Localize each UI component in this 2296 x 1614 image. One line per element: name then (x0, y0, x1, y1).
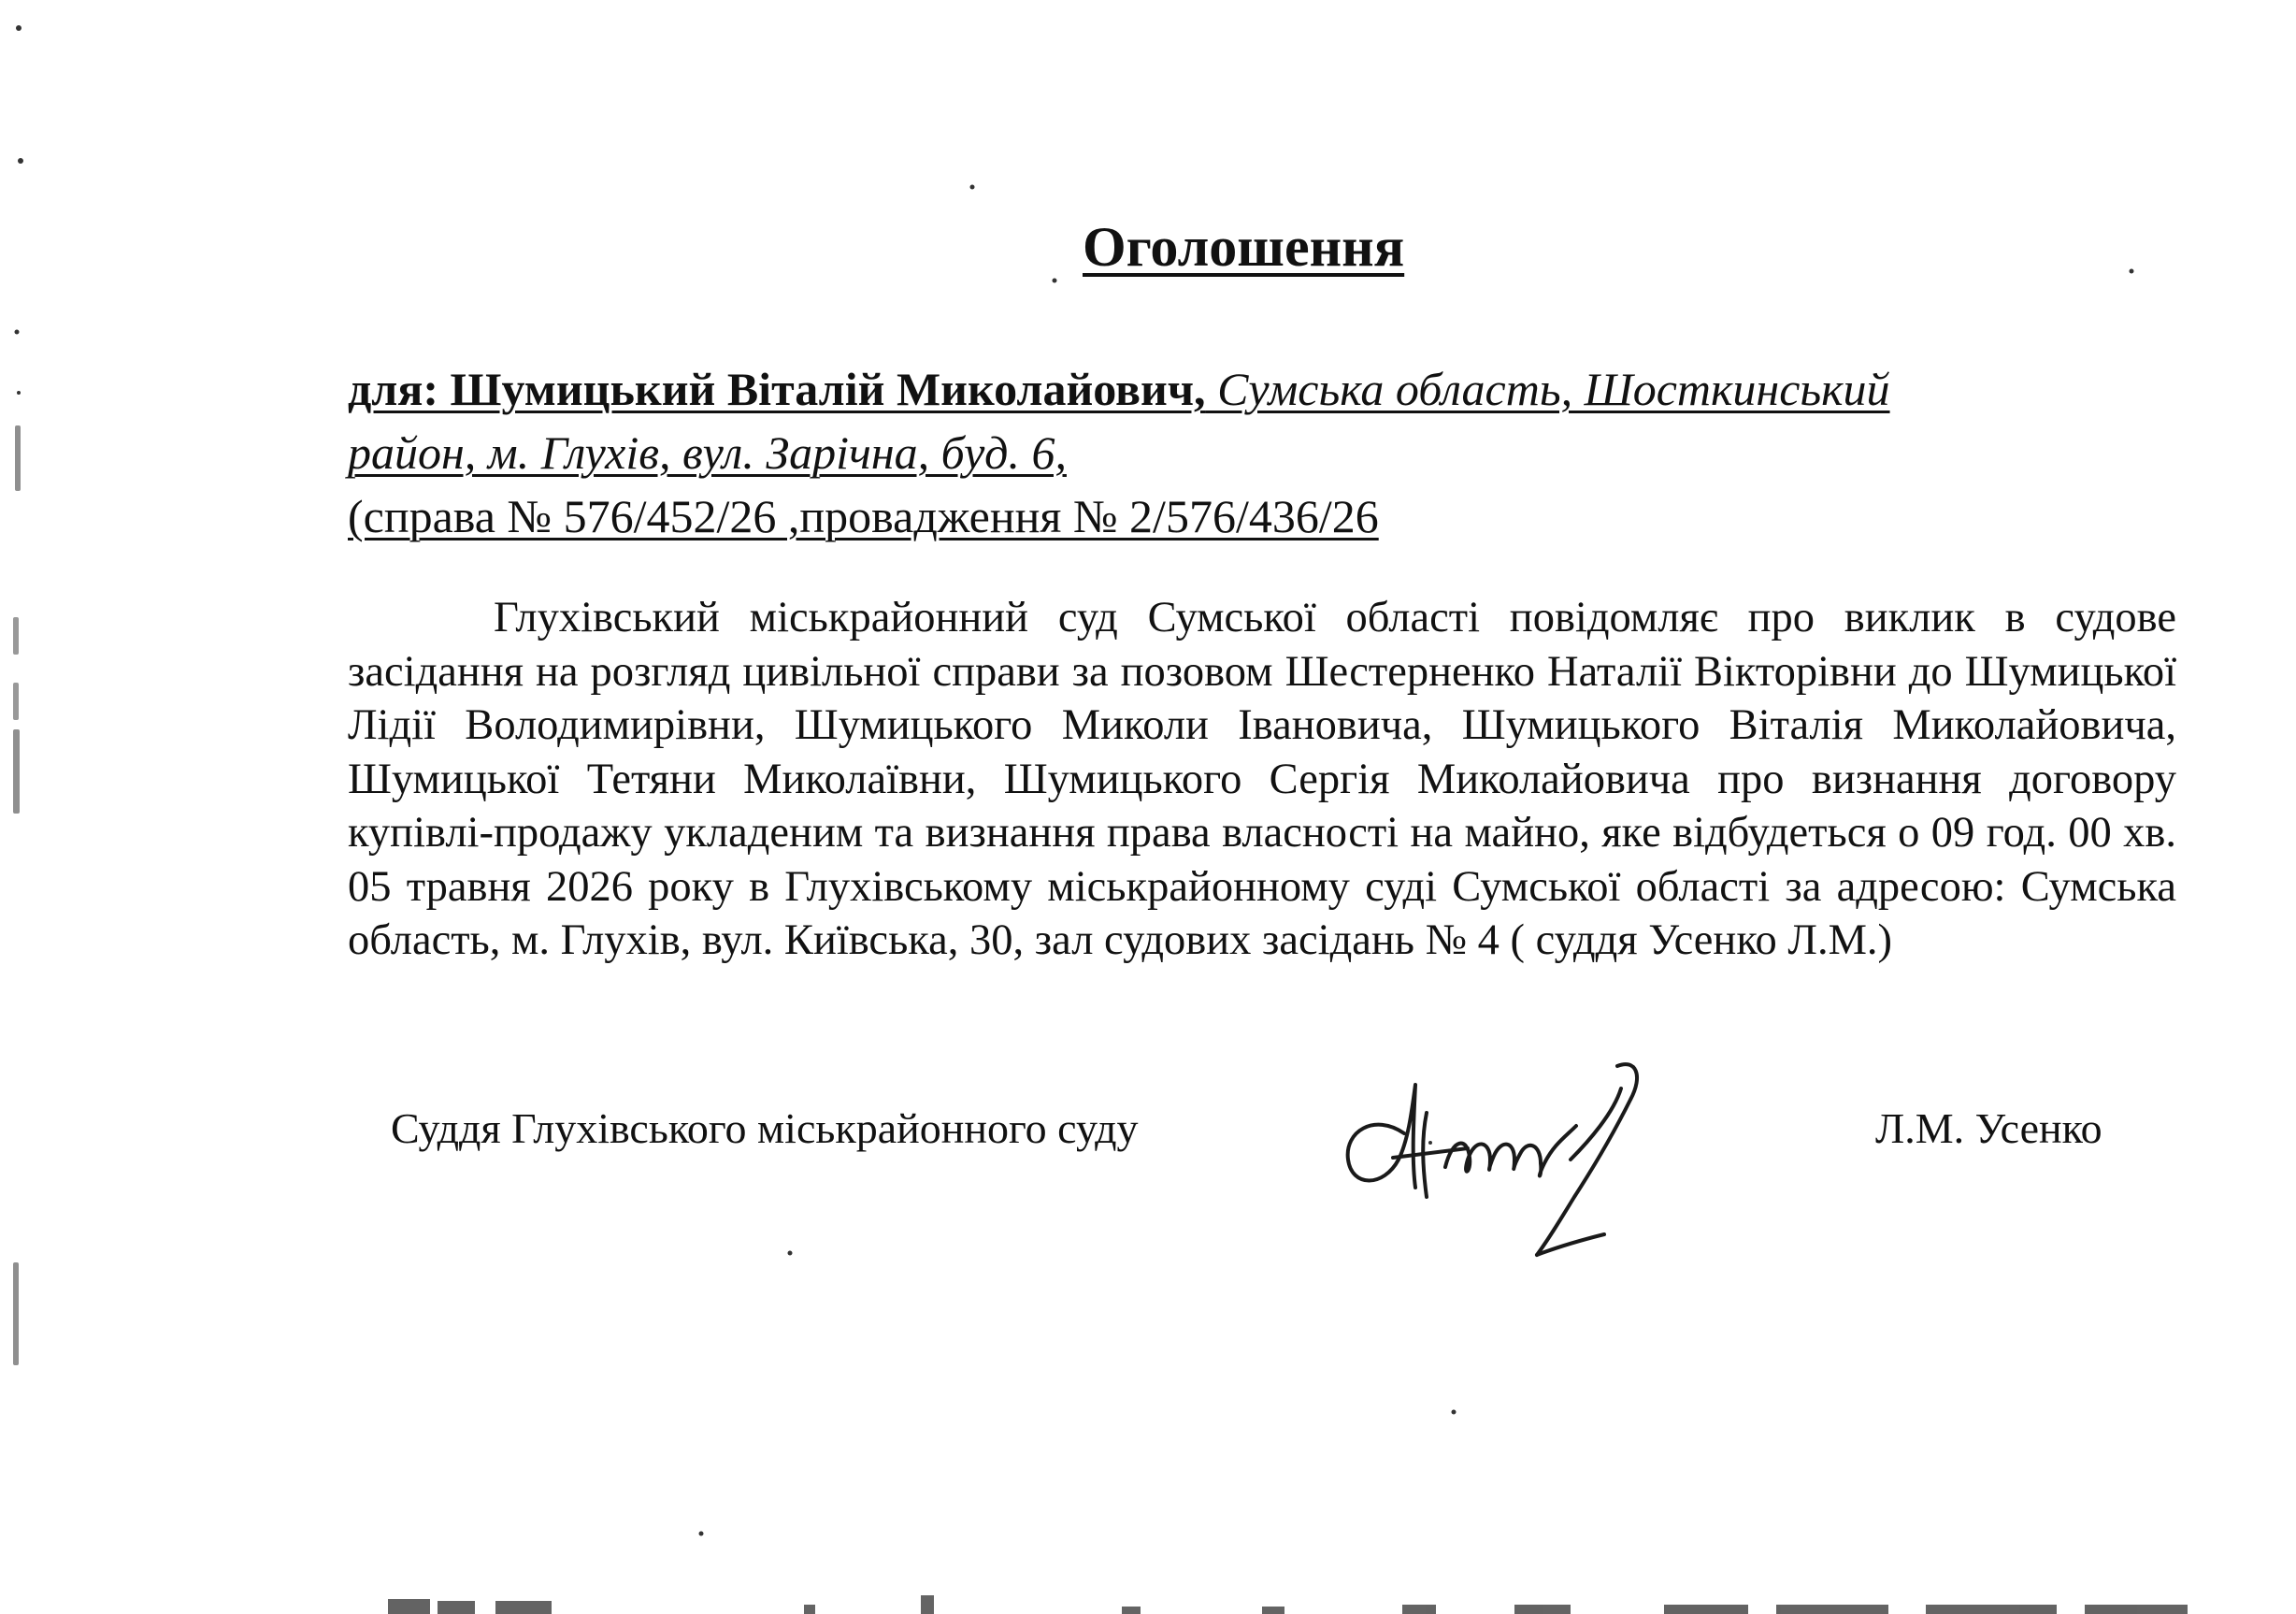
signatory-name: Л.М. Усенко (1875, 1104, 2102, 1152)
handwritten-signature (1337, 1047, 1711, 1272)
addressee-line-1 (348, 357, 2171, 421)
addressee-name: для: Шумицький Віталій Миколайович, (348, 363, 1206, 415)
signatory-role: Суддя Глухівського міськрайонного суду (391, 1104, 1139, 1152)
case-number-line: (справа № 576/452/26 ,провадження № 2/576/436/26 (348, 490, 1379, 542)
document-title: Оголошення (1083, 216, 1405, 278)
notice-body: Глухівський міськрайонний суд Сумської області повідомляє про виклик в судове засідання на розгляд цивільної справи за позовом Шестерненко Наталії Вікторівни до Шумицької Лідії Володимирівни, Шумицького Миколи Івановича, Шумицького Віталія Миколайовича, Шумицької Тетяни Миколаївни, Шумицького Сергія Миколайовича про визнання договору купівлі-продажу укладеним та визнання права власності на майно, яке відбудеться о 09 год. 00 хв. 05 травня 2026 року в Глухівському міськрайонному суді Сумської області за адресою: Сумська область, м. Глухів, вул. Київська, 30, зал судових засідань № 4 ( суддя Усенко Л.М.) (348, 594, 2176, 964)
addressee-address-part-1: Сумська область, Шосткинський (1205, 363, 1890, 415)
addressee-block (348, 357, 2171, 548)
addressee-address-part-2: район, м. Глухів, вул. Зарічна, буд. 6, (348, 426, 1067, 479)
